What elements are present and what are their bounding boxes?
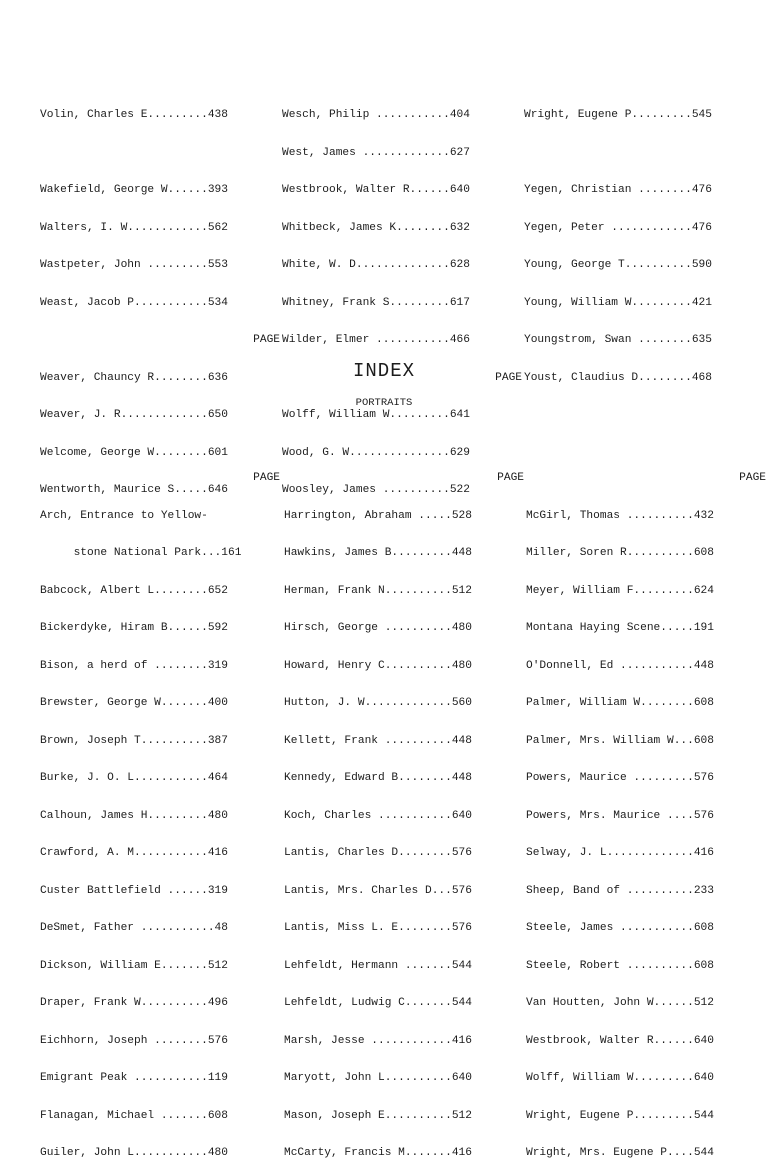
upper-col-2 bbox=[282, 84, 522, 509]
entry: Lantis, Mrs. Charles D...576 bbox=[284, 884, 472, 897]
entry: Yegen, Christian ........476 bbox=[524, 184, 712, 196]
entry: Whitbeck, James K........632 bbox=[282, 221, 470, 234]
entry: Herman, Frank N..........512 bbox=[284, 584, 472, 597]
portraits-col-2 bbox=[284, 447, 524, 1172]
entry: Youngstrom, Swan ........635 bbox=[524, 334, 712, 346]
entry: West, James .............627 bbox=[282, 146, 470, 159]
entry: O'Donnell, Ed ...........448 bbox=[526, 659, 714, 672]
page-header: PAGE bbox=[495, 371, 522, 384]
entry: Bickerdyke, Hiram B......592 bbox=[40, 622, 228, 634]
entry: Welcome, George W........601 bbox=[40, 446, 228, 459]
entry: Wolff, William W.........641 bbox=[282, 409, 470, 421]
entry: Volin, Charles E.........438 bbox=[40, 109, 228, 121]
entry: Custer Battlefield ......319 bbox=[40, 884, 228, 897]
page-header: PAGE bbox=[739, 472, 766, 484]
entry: Hirsch, George ..........480 bbox=[284, 622, 472, 634]
entry: Mason, Joseph E..........512 bbox=[284, 1109, 472, 1122]
entry: Emigrant Peak ...........119 bbox=[40, 1072, 228, 1084]
entry: Kellett, Frank ..........448 bbox=[284, 734, 472, 747]
entry: Calhoun, James H.........480 bbox=[40, 809, 228, 822]
entry: Sheep, Band of ..........233 bbox=[526, 884, 714, 897]
entry: Woosley, James ..........522 bbox=[282, 484, 470, 496]
index-subtitle: PORTRAITS bbox=[355, 397, 413, 409]
entry: Powers, Mrs. Maurice ....576 bbox=[526, 809, 714, 822]
entry: Westbrook, Walter R......640 bbox=[282, 184, 470, 196]
upper-col-1 bbox=[40, 84, 280, 509]
entry: Lehfeldt, Ludwig C.......544 bbox=[284, 997, 472, 1009]
entry: Wentworth, Maurice S.....646 bbox=[40, 484, 228, 496]
spacer bbox=[40, 147, 280, 160]
entry: Montana Haying Scene.....191 bbox=[526, 622, 714, 634]
page-header: PAGE bbox=[253, 334, 280, 346]
entry: McCarty, Francis M.......416 bbox=[284, 1147, 472, 1159]
entry: Brewster, George W.......400 bbox=[40, 697, 228, 709]
entry: Wastpeter, John .........553 bbox=[40, 259, 228, 271]
index-title: INDEX bbox=[352, 360, 415, 382]
entry: Brown, Joseph T..........387 bbox=[40, 734, 228, 747]
entry: Wright, Eugene P.........545 bbox=[524, 109, 712, 121]
entry: McGirl, Thomas ..........432 bbox=[526, 509, 714, 522]
entry: Wilder, Elmer ...........466 bbox=[282, 334, 470, 346]
entry: Weaver, J. R.............650 bbox=[40, 409, 228, 421]
entry: Steele, James ...........608 bbox=[526, 922, 714, 934]
entry: Yegen, Peter ............476 bbox=[524, 221, 712, 234]
entry: DeSmet, Father ...........48 bbox=[40, 922, 228, 934]
entry: Wright, Eugene P.........544 bbox=[526, 1109, 714, 1122]
entry: Draper, Frank W..........496 bbox=[40, 997, 228, 1009]
entry: Wright, Mrs. Eugene P....544 bbox=[526, 1147, 714, 1159]
entry: Bison, a herd of ........319 bbox=[40, 659, 228, 672]
entry: Koch, Charles ...........640 bbox=[284, 809, 472, 822]
entry: Powers, Maurice .........576 bbox=[526, 772, 714, 784]
entry: Harrington, Abraham .....528 bbox=[284, 509, 472, 522]
entry: Kennedy, Edward B........448 bbox=[284, 772, 472, 784]
entry: Palmer, Mrs. William W...608 bbox=[526, 734, 714, 747]
entry: White, W. D..............628 bbox=[282, 259, 470, 271]
entry: Meyer, William F.........624 bbox=[526, 584, 714, 597]
entry: Hutton, J. W.............560 bbox=[284, 697, 472, 709]
entry: Selway, J. L.............416 bbox=[526, 847, 714, 859]
entry: Miller, Soren R..........608 bbox=[526, 547, 714, 559]
entry: stone National Park...161 bbox=[40, 547, 242, 559]
entry: Lehfeldt, Hermann .......544 bbox=[284, 959, 472, 972]
entry: Palmer, William W........608 bbox=[526, 697, 714, 709]
portraits-col-3 bbox=[526, 447, 766, 1172]
entry: Guiler, John L...........480 bbox=[40, 1147, 228, 1159]
entry: Young, George T..........590 bbox=[524, 259, 712, 271]
entry: Maryott, John L..........640 bbox=[284, 1072, 472, 1084]
page-header: PAGE bbox=[253, 472, 280, 484]
spacer bbox=[524, 147, 764, 160]
entry: Wakefield, George W......393 bbox=[40, 184, 228, 196]
entry: Van Houtten, John W......512 bbox=[526, 997, 714, 1009]
entry: Weaver, Chauncy R........636 bbox=[40, 371, 228, 384]
entry: Lantis, Charles D........576 bbox=[284, 847, 472, 859]
entry: Wesch, Philip ...........404 bbox=[282, 109, 470, 121]
entry: Westbrook, Walter R......640 bbox=[526, 1034, 714, 1047]
entry: Babcock, Albert L........652 bbox=[40, 584, 228, 597]
entry: Marsh, Jesse ............416 bbox=[284, 1034, 472, 1047]
entry: Hawkins, James B.........448 bbox=[284, 547, 472, 559]
entry: Crawford, A. M...........416 bbox=[40, 847, 228, 859]
entry: Lantis, Miss L. E........576 bbox=[284, 922, 472, 934]
page-header: PAGE bbox=[497, 472, 524, 484]
entry: Walters, I. W............562 bbox=[40, 221, 228, 234]
entry: Eichhorn, Joseph ........576 bbox=[40, 1034, 228, 1047]
upper-col-3 bbox=[524, 84, 764, 397]
entry: Howard, Henry C..........480 bbox=[284, 659, 472, 672]
entry: Wolff, William W.........640 bbox=[526, 1072, 714, 1084]
entry: Young, William W.........421 bbox=[524, 296, 712, 309]
entry: Weast, Jacob P...........534 bbox=[40, 296, 228, 309]
entry: Flanagan, Michael .......608 bbox=[40, 1109, 228, 1122]
entry: Steele, Robert ..........608 bbox=[526, 959, 714, 972]
portraits-col-1 bbox=[40, 447, 280, 1172]
entry: Arch, Entrance to Yellow- bbox=[40, 509, 208, 522]
entry: Wood, G. W...............629 bbox=[282, 446, 470, 459]
entry: Youst, Claudius D........468 bbox=[524, 371, 712, 384]
entry: Burke, J. O. L...........464 bbox=[40, 772, 228, 784]
entry: Dickson, William E.......512 bbox=[40, 959, 228, 972]
entry: Whitney, Frank S.........617 bbox=[282, 296, 470, 309]
